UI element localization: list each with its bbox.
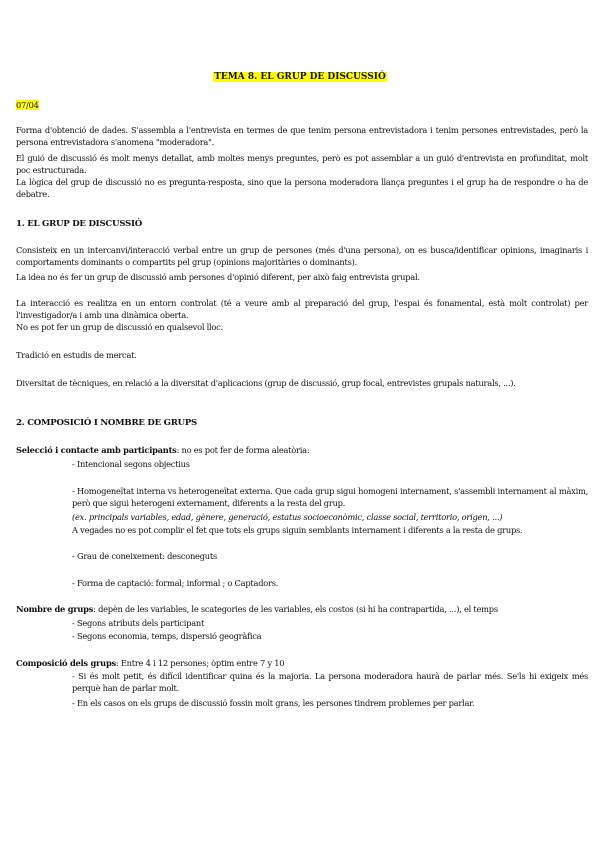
section-1-paragraph: Consisteix en un intercanvi/interacció verbal entre un grup de persones (més d'una persona), on es busca/identificar opinions, imaginaris i comportaments dominants o compartits pel grup (opinions majoritàries o dominants).: [16, 245, 588, 267]
section-1-paragraph: Diversitat de tècniques, en relació a la diversitat d'aplicacions (grup de discussió, grup focal, entrevistes grupals naturals, ...).: [16, 378, 516, 388]
composicio-text: : Entre 4 i 12 persones; òptim entre 7 y 10: [115, 658, 285, 668]
composicio-line: [16, 658, 588, 670]
nombre-text: : depèn de les variables, le scategories de les variables, els costos (si hi ha contrapartida, ...), el temps: [93, 604, 498, 614]
nombre-line: [16, 604, 588, 616]
intro-paragraph-3: La lògica del grup de discussió no es pregunta-resposta, sino que la persona moderadora llança preguntes i el grup ha de respondre o ha de debatre.: [16, 177, 588, 199]
list-item: - Homogeneïtat interna vs heterogeneïtat externa. Que cada grup sigui homogeni internament, s'assembli internament al màxim, però que sigui heterogeni externament, diferents a la resta del grup.: [72, 486, 588, 508]
seleccio-line: [16, 445, 588, 457]
section-1-paragraph: Tradició en estudis de mercat.: [16, 350, 137, 360]
nombre-label: Nombre de grups: [16, 604, 94, 614]
document-title: [0, 71, 600, 83]
section-1-heading: 1. EL GRUP DE DISCUSSIÓ: [16, 219, 142, 229]
list-item-example: (ex. principals variables, edad, gènere, generació, estatus socioeconòmic, classe social, territorio, origen, ...): [72, 512, 503, 522]
section-1-paragraph: La interacció es realitza en un entorn controlat (té a veure amb al preparació del grup, l'espai és fonamental, està molt controlat) per l'investigador/a i amb una dinàmica oberta.: [16, 298, 588, 320]
list-item: - Grau de coneixement: desconeguts: [72, 551, 217, 561]
list-item-note: A vegades no es pot complir el fet que tots els grups siguin semblants internament i diferents a la resta de grups.: [72, 525, 523, 535]
list-item: - Segons atributs dels participant: [72, 618, 205, 628]
date-line: [16, 100, 588, 112]
list-item: - Forma de captació: formal; informal ; o Captadors.: [72, 578, 279, 588]
title-text: TEMA 8. EL GRUP DE DISCUSSIÓ: [214, 72, 386, 82]
list-item: - Si és molt petit, és difícil identificar quina és la majoria. La persona moderadora haurà de parlar més. Se'ls hi exigeix més perquè han de parlar molt.: [72, 671, 588, 693]
list-item: - Segons economia, temps, dispersió geogràfica: [72, 631, 262, 641]
composicio-label: Composició dels grups: [16, 658, 116, 668]
section-1-paragraph: La idea no és fer un grup de discussió amb persones d'opinió diferent, per això faig entrevista grupal.: [16, 272, 420, 282]
seleccio-label: Selecció i contacte amb participants: [16, 445, 177, 455]
seleccio-text: : no es pot fer de forma aleatòria:: [176, 445, 310, 455]
intro-paragraph-2: El guió de discussió és molt menys detallat, amb moltes menys preguntes, però es pot assemblar a un guió d'entrevista en profunditat, molt poc estructurada.: [16, 153, 588, 175]
section-2-heading: 2. COMPOSICIÓ I NOMBRE DE GRUPS: [16, 418, 198, 428]
list-item: - Intencional segons objectius: [72, 459, 190, 469]
list-item: - En els casos on els grups de discussió fossin molt grans, les persones tindrem problemes per parlar.: [72, 698, 475, 708]
intro-paragraph-1: Forma d'obtenció de dades. S'assembla a l'entrevista en termes de que tenim persona entrevistadora i tenim persones entrevistades, però la persona entrevistadora s'anomena "moderadora".: [16, 125, 588, 147]
section-1-paragraph: No es pot fer un grup de discussió en qualsevol lloc.: [16, 322, 223, 332]
date-text: 07/04: [16, 100, 39, 110]
